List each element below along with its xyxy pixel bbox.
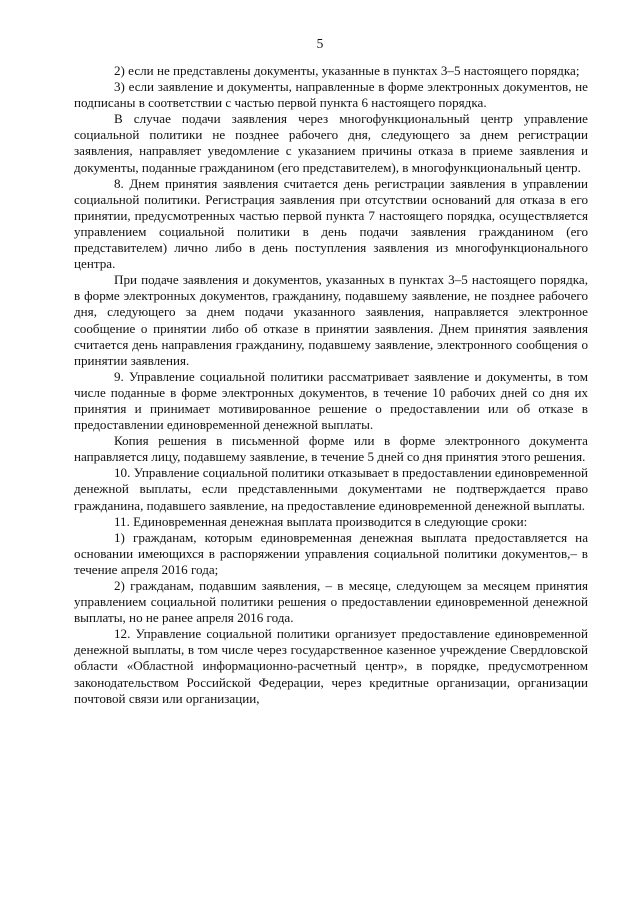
paragraph-item3-refusal: 3) если заявление и документы, направленные в форме электронных документов, не подписаны в соответствии с частью первой пункта 6 настоящего порядка. xyxy=(74,79,588,111)
paragraph-11-terms: 11. Единовременная денежная выплата производится в следующие сроки: xyxy=(114,513,528,529)
paragraph-11-1-term: 1) гражданам, которым единовременная денежная выплата предоставляется на основании имеющихся в распоряжении управления социальной политики документов,– в течение апреля 2016 года; xyxy=(74,529,588,577)
paragraph-12-organization: 12. Управление социальной политики организует предоставление единовременной денежной выплаты, в том числе через государственное казенное учреждение Свердловской области «Областной информационно-расчетный центр», в порядке, предусмотренном законодательством Российской Федерации, через кредитные организации, организации почтовой связи или организации, xyxy=(74,626,588,706)
paragraph-10-refusal: 10. Управление социальной политики отказывает в предоставлении единовременной денежной выплаты, если представленными документами не подтверждается право гражданина, подавшего заявление, на предоставление единовременной денежной выплаты. xyxy=(74,465,588,513)
document-body xyxy=(74,63,588,707)
paragraph-9-review: 9. Управление социальной политики рассматривает заявление и документы, в том числе поданные в форме электронных документов, в течение 10 рабочих дней со дня их принятия и принимает мотивированное решение о предоставлении или об отказе в предоставлении единовременной денежной выплаты. xyxy=(74,368,588,433)
paragraph-11-2-term: 2) гражданам, подавшим заявления, – в месяце, следующем за месяцем принятия управлением социальной политики решения о предоставлении единовременной денежной выплаты, но не ранее апреля 2016 года. xyxy=(74,578,588,626)
paragraph-decision-copy: Копия решения в письменной форме или в форме электронного документа направляется лицу, подавшему заявление, в течение 5 дней со дня принятия этого решения. xyxy=(74,433,588,465)
page-number: 5 xyxy=(316,36,324,51)
paragraph-mfc-notice: В случае подачи заявления через многофункциональный центр управление социальной политики не позднее рабочего дня, следующего за днем регистрации заявления, направляет уведомление с указанием причины отказа в приеме заявления и документы, поданные гражданином (его представителем), в многофункциональный центр. xyxy=(74,111,588,175)
paragraph-item2-refusal: 2) если не представлены документы, указанные в пунктах 3–5 настоящего порядка; xyxy=(114,63,580,78)
paragraph-electronic-submission: При подаче заявления и документов, указанных в пунктах 3–5 настоящего порядка, в форме электронных документов, гражданину, подавшему заявление, не позднее рабочего дня, следующего за днем подачи указанного заявления, направляется электронное сообщение о принятии либо об отказе в принятии заявления. Днем принятия заявления считается день направления гражданину, подавшему заявление, электронного сообщения о принятии заявления. xyxy=(74,272,588,368)
paragraph-8-registration: 8. Днем принятия заявления считается день регистрации заявления в управлении социальной политики. Регистрация заявления при отсутствии оснований для отказа в его принятии, предусмотренных частью первой пункта 7 настоящего порядка, осуществляется управлением социальной политики в день подачи заявления гражданином (его представителем) лично либо в день поступления заявления из многофункционального центра. xyxy=(74,175,588,272)
